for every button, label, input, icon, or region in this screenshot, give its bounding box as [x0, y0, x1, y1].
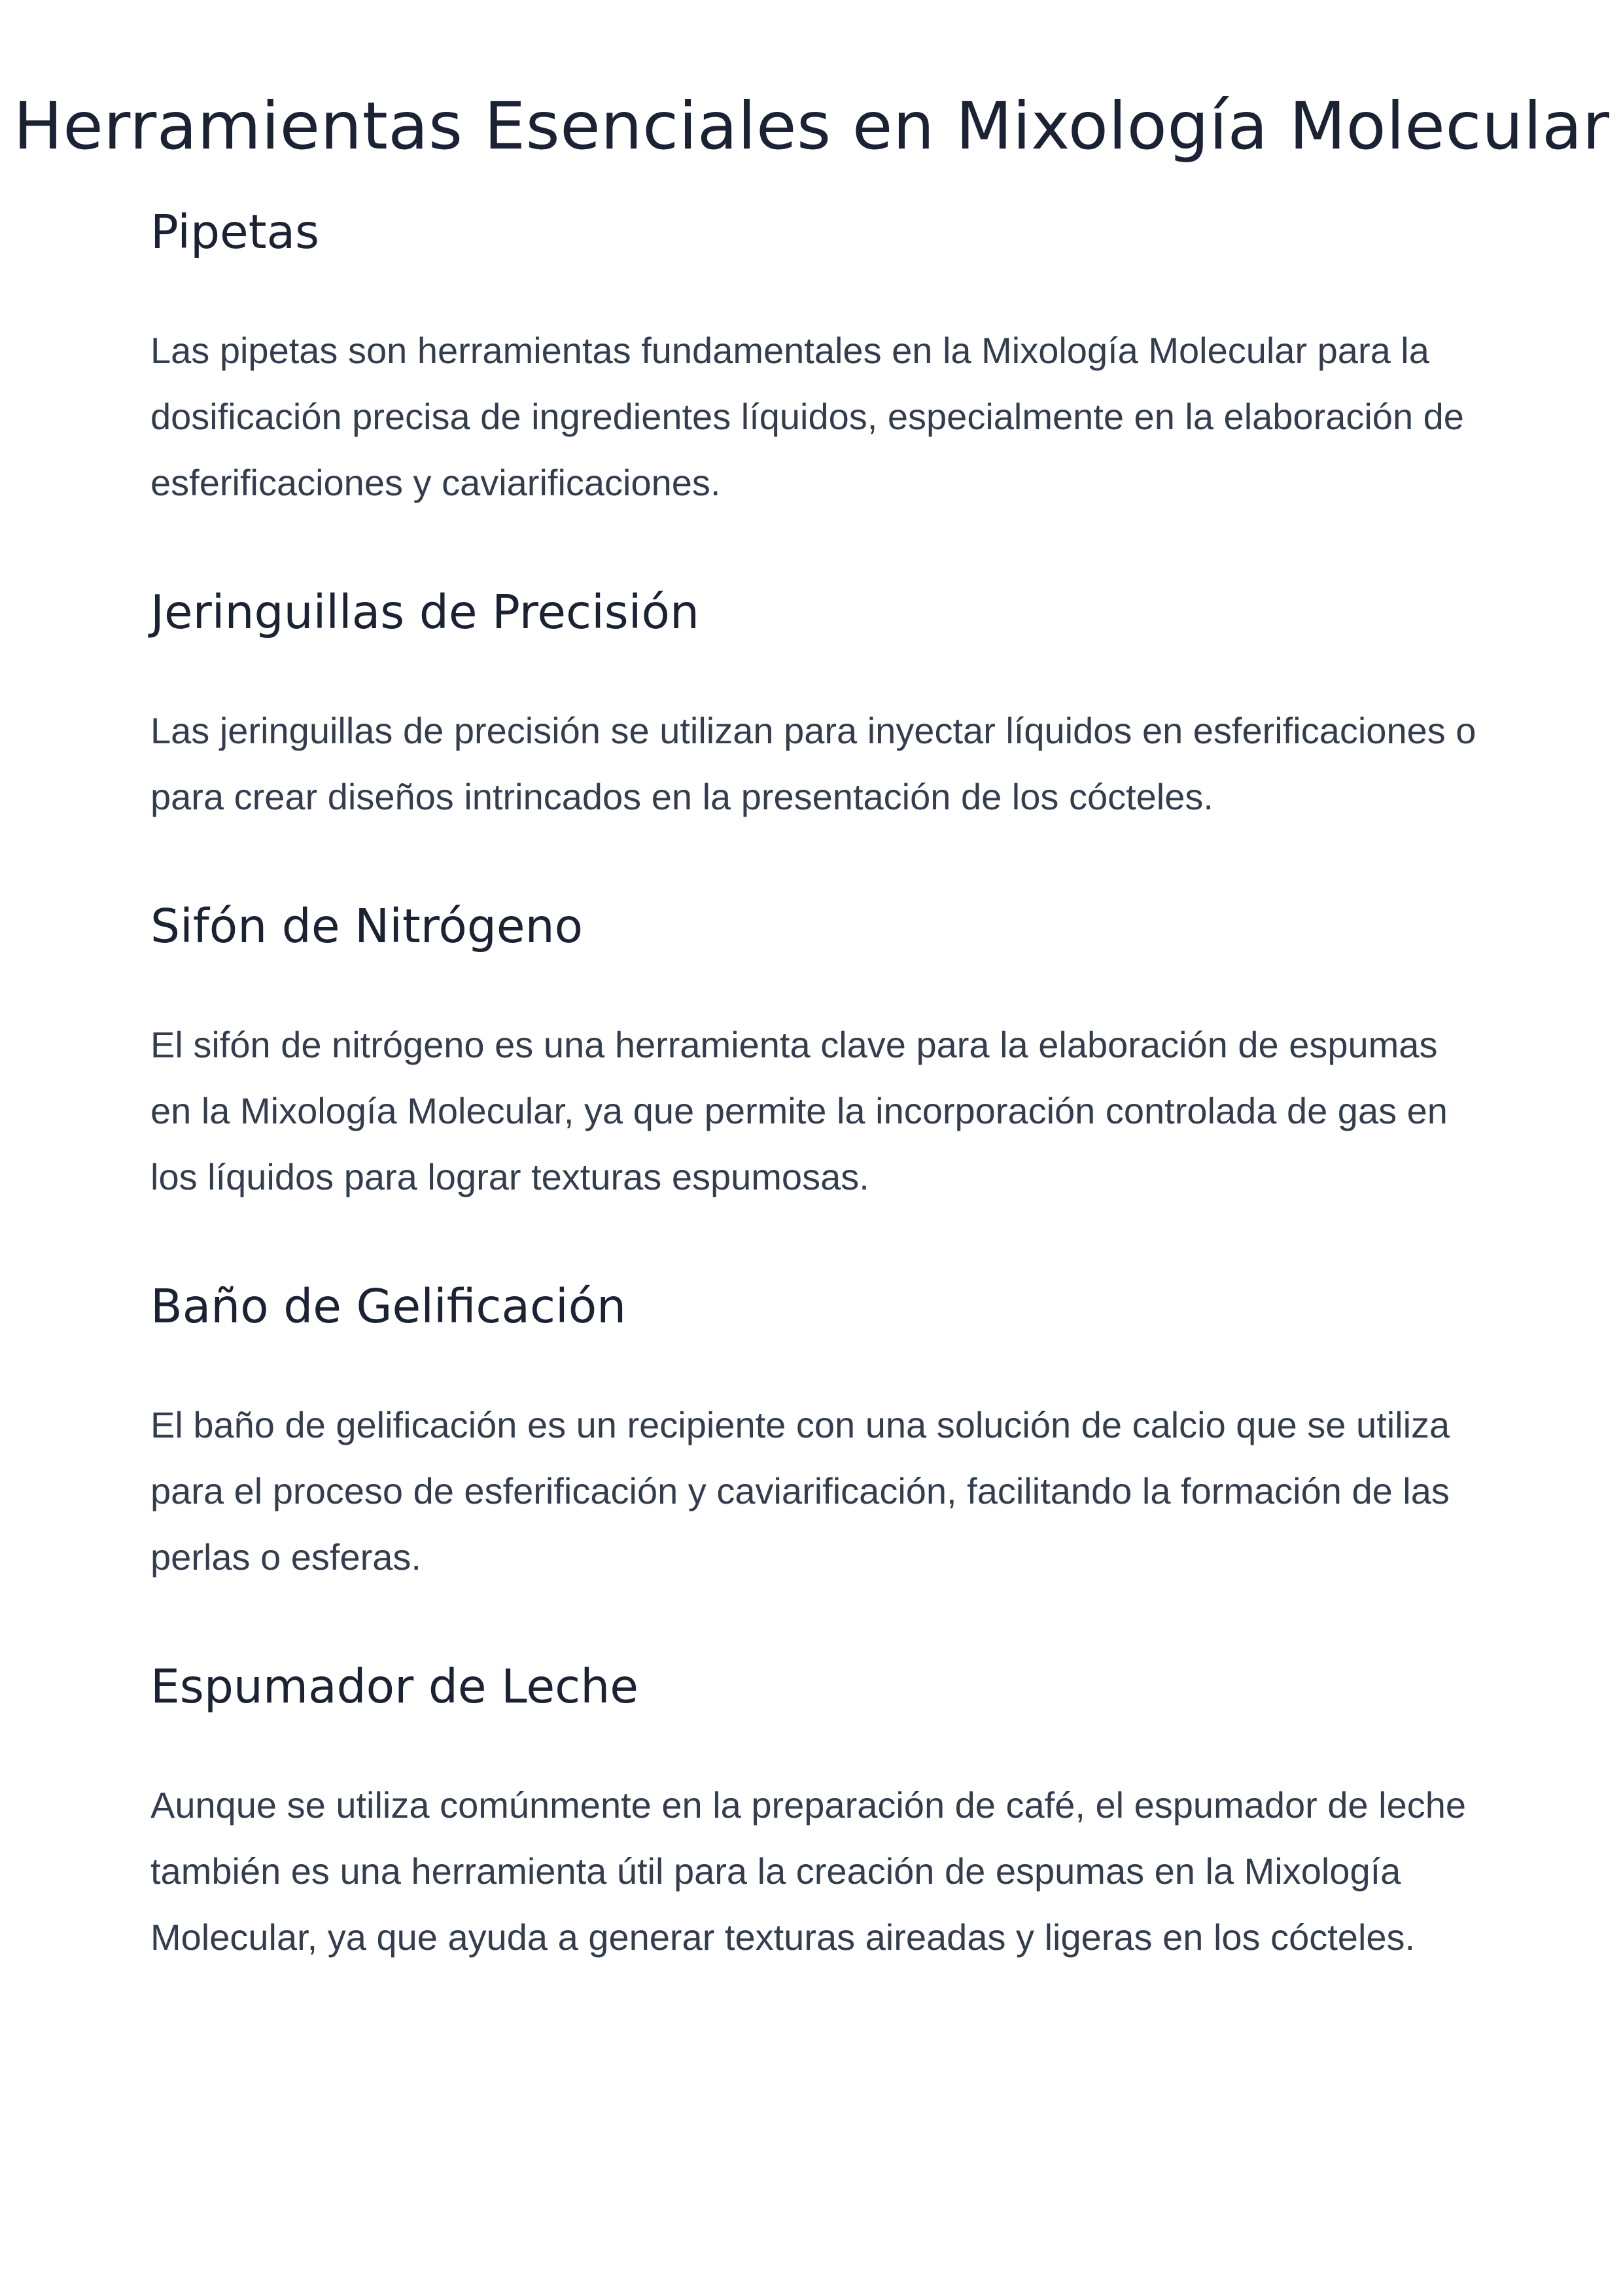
section-heading: Sifón de Nitrógeno	[150, 899, 584, 953]
section-pipetas	[150, 200, 1478, 516]
section-sifon	[150, 894, 1478, 1210]
document-content	[150, 200, 1478, 1970]
section-heading: Jeringuillas de Precisión	[150, 585, 699, 639]
section-heading: Espumador de Leche	[150, 1659, 638, 1714]
section-espumador	[150, 1654, 1478, 1970]
section-heading: Baño de Gelificación	[150, 1279, 627, 1333]
page-title: Herramientas Esenciales en Mixología Molecular	[13, 88, 1610, 164]
section-paragraph: El baño de gelificación es un recipiente con una solución de calcio que se utiliza para el proceso de esferificación y caviarificación, facilitando la formación de las perlas o esferas.	[150, 1404, 1450, 1578]
section-heading: Pipetas	[150, 205, 320, 259]
section-paragraph: Las pipetas son herramientas fundamentales en la Mixología Molecular para la dosificación precisa de ingredientes líquidos, especialmente en la elaboración de esferificaciones y caviarificaciones.	[150, 330, 1464, 503]
section-paragraph: Aunque se utiliza comúnmente en la preparación de café, el espumador de leche también es una herramienta útil para la creación de espumas en la Mixología Molecular, ya que ayuda a generar texturas aireadas y ligeras en los cócteles.	[150, 1784, 1467, 1958]
section-paragraph: El sifón de nitrógeno es una herramienta clave para la elaboración de espumas en la Mixología Molecular, ya que permite la incorporación controlada de gas en los líquidos para lograr texturas espumosas.	[150, 1024, 1448, 1197]
section-bano-gelificacion	[150, 1274, 1478, 1590]
section-jeringuillas	[150, 580, 1478, 830]
section-paragraph: Las jeringuillas de precisión se utilizan para inyectar líquidos en esferificaciones o para crear diseños intrincados en la presentación de los cócteles.	[150, 710, 1476, 817]
